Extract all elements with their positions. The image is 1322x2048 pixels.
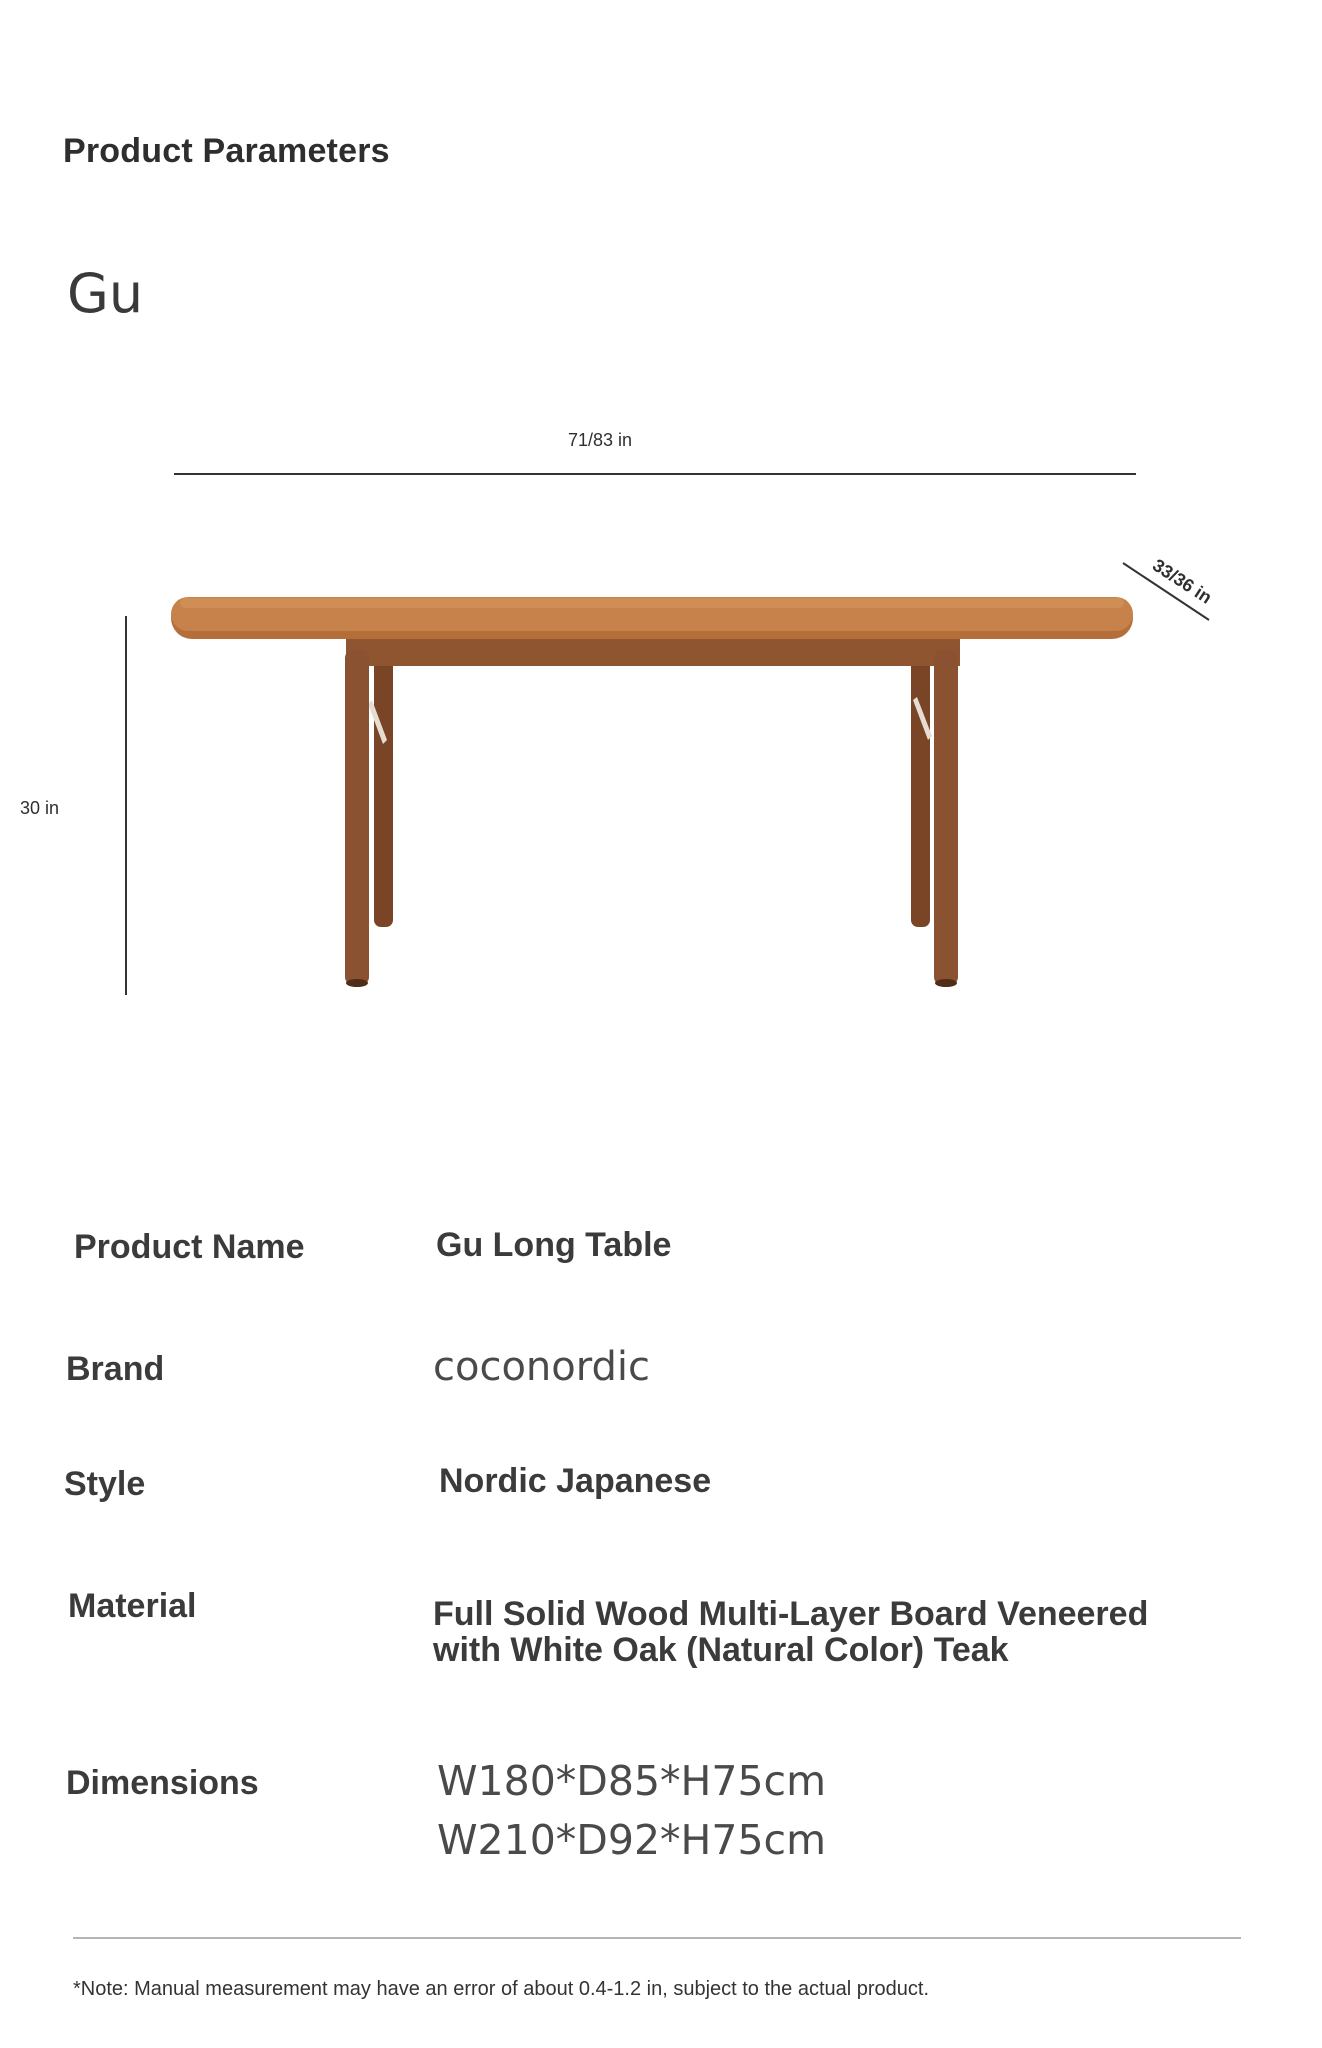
front-legs [345,650,958,987]
divider [73,1937,1241,1939]
dimensions-label: Dimensions [66,1764,259,1802]
table-apron [346,636,960,666]
style-label: Style [64,1465,146,1503]
tabletop [171,597,1133,639]
brand-label: Brand [66,1350,165,1388]
back-legs [374,655,930,927]
section-title: Product Parameters [63,132,390,170]
height-label: 30 in [20,798,60,818]
brand-value: coconordic [433,1344,650,1390]
dimension-option: W210*D92*H75cm [437,1816,827,1864]
material-label: Material [68,1587,197,1625]
model-name: Gu [67,262,144,325]
leg-stretchers [368,697,932,744]
product-name-label: Product Name [74,1228,305,1266]
measurement-note: *Note: Manual measurement may have an error of about 0.4-1.2 in, subject to the actual product. [73,1978,930,2000]
depth-label: 33/36 in [1149,555,1216,608]
width-label: 71/83 in [568,430,633,450]
product-name-value: Gu Long Table [436,1226,672,1264]
material-value: Full Solid Wood Multi-Layer Board Veneered with White Oak (Natural Color) Teak [433,1595,1149,1669]
dimension-option: W180*D85*H75cm [437,1757,827,1805]
style-value: Nordic Japanese [439,1462,712,1500]
dimensions-values [437,1752,826,1870]
